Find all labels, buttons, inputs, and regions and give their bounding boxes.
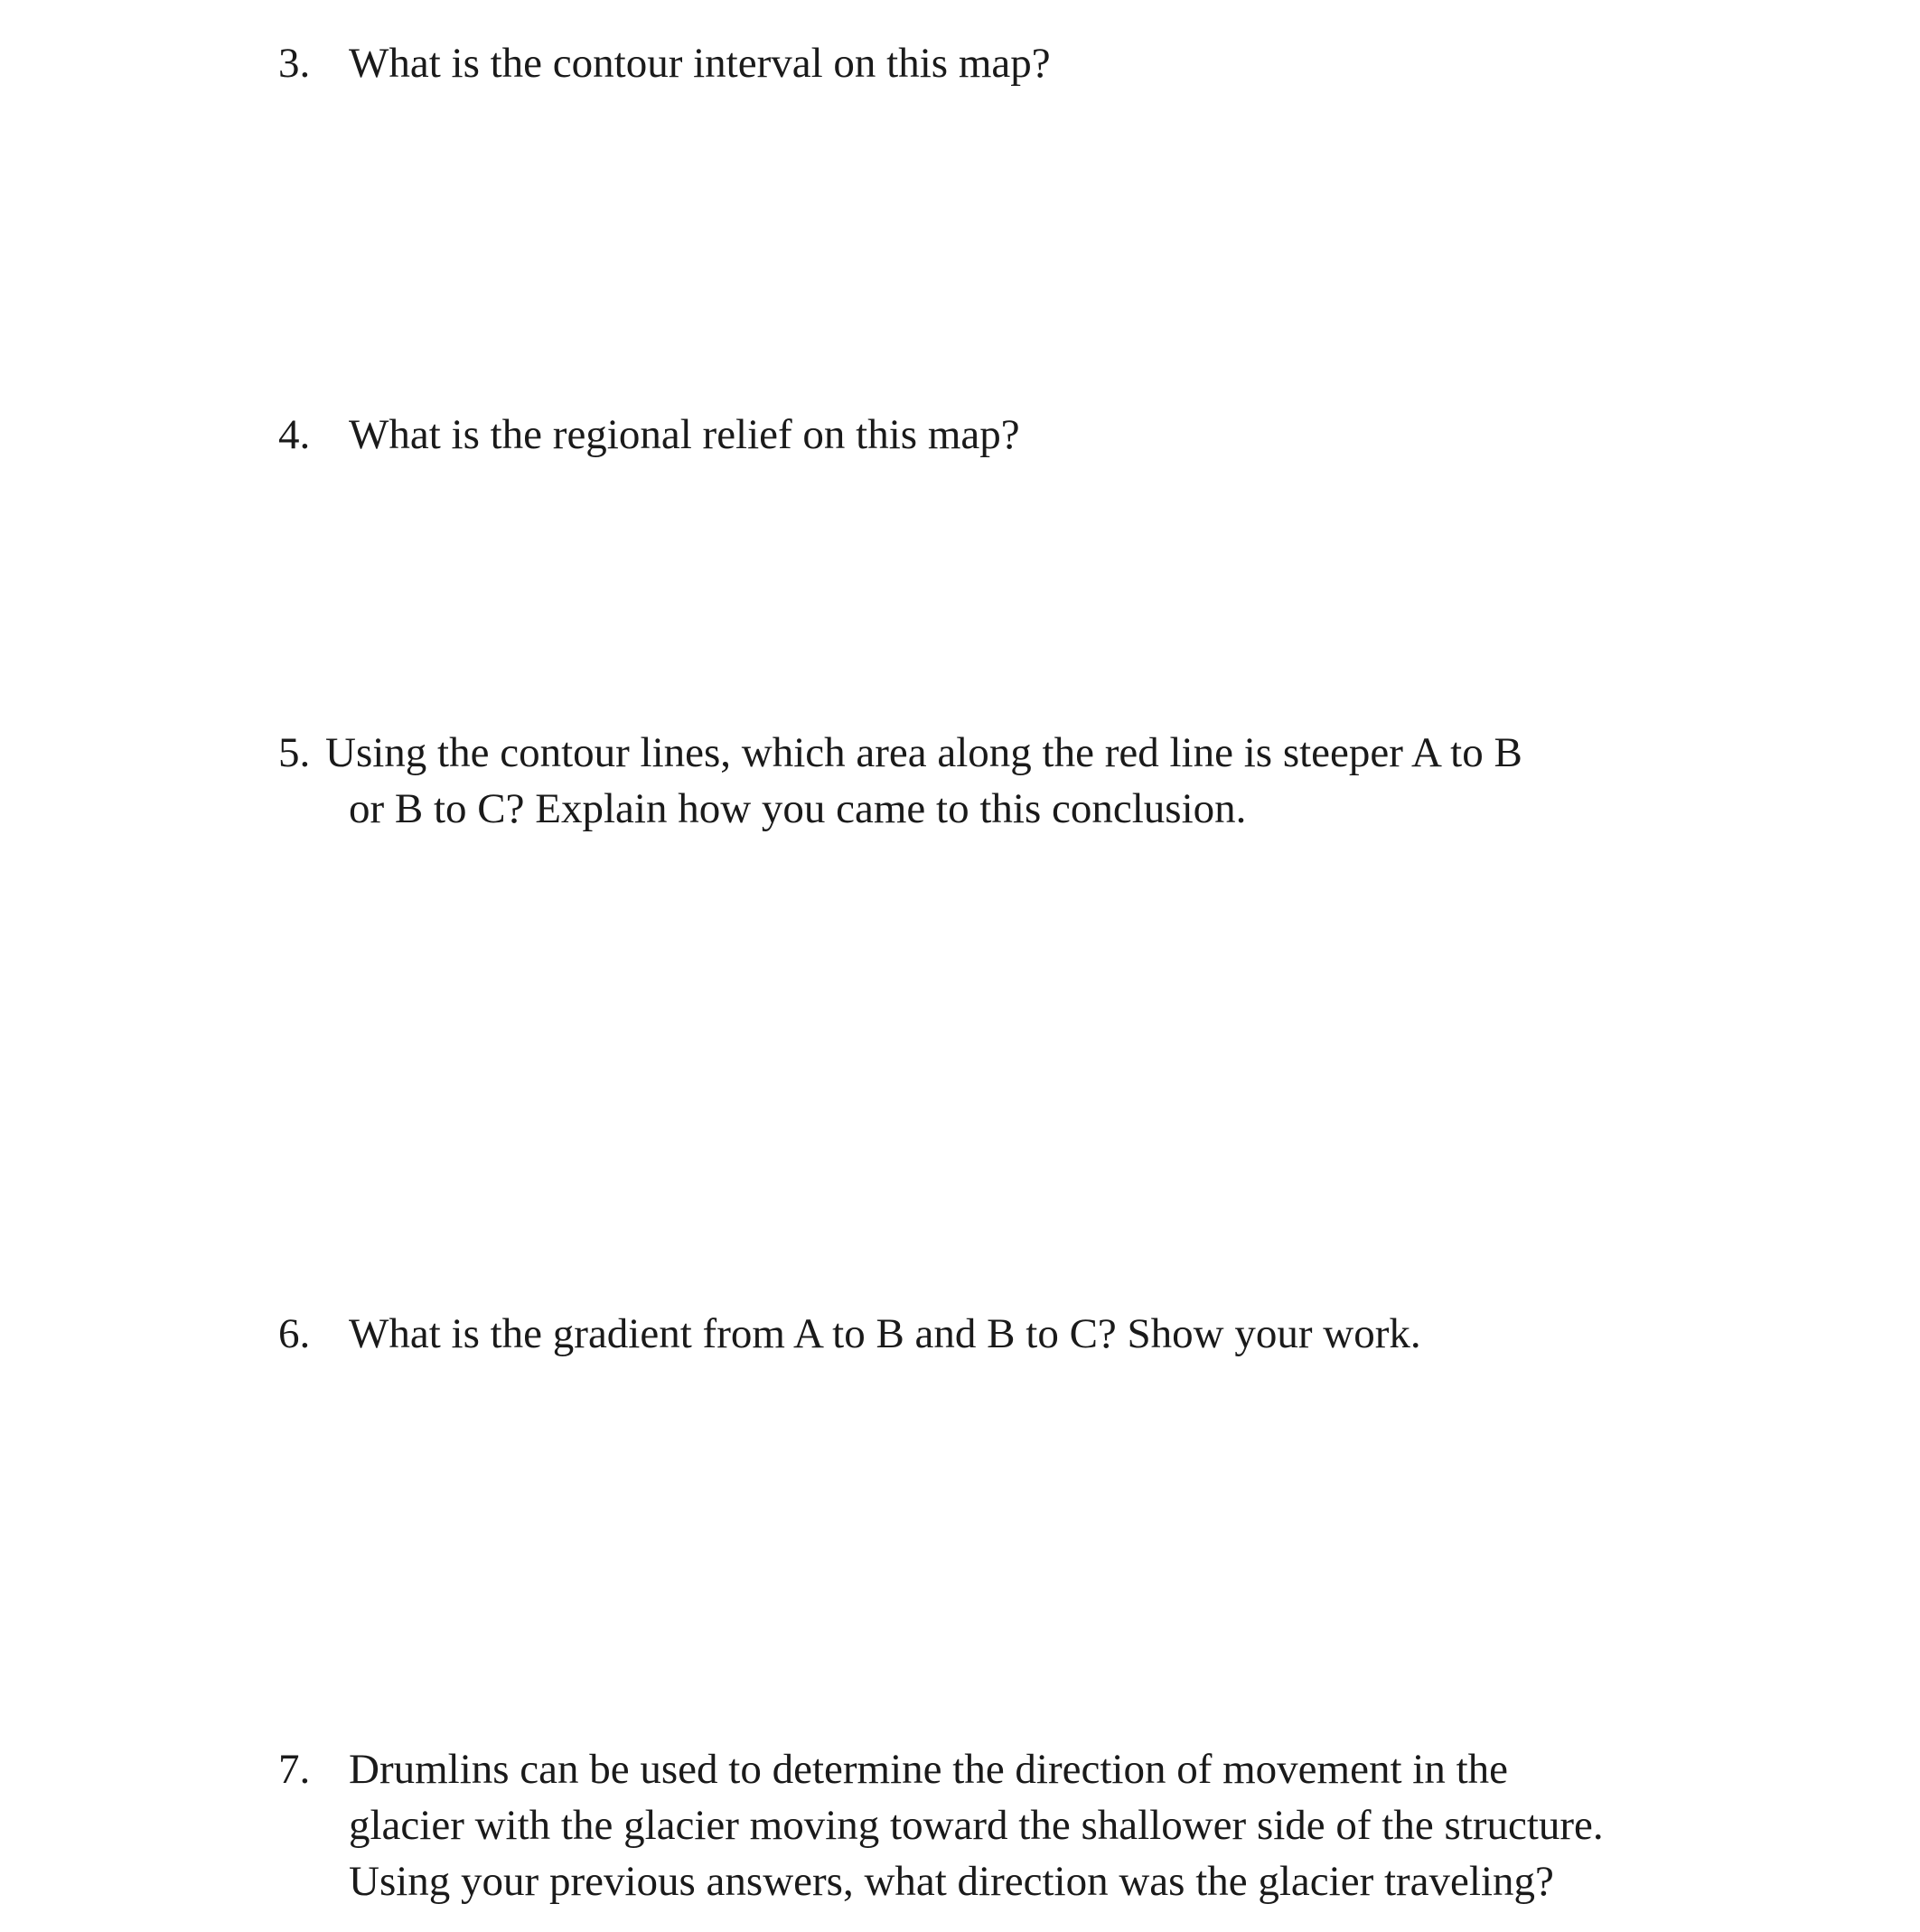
question-5 bbox=[278, 725, 1859, 837]
question-4 bbox=[278, 407, 1859, 463]
question-5-text-line-2: or B to C? Explain how you came to this conclusion. bbox=[349, 785, 1247, 832]
question-7-text-line-3: Using your previous answers, what direction was the glacier traveling? bbox=[349, 1858, 1554, 1905]
question-7 bbox=[278, 1741, 1859, 1909]
question-6-line-1 bbox=[278, 1306, 1859, 1362]
question-6-text: What is the gradient from A to B and B to C? Show your work. bbox=[349, 1310, 1421, 1357]
question-4-text: What is the regional relief on this map? bbox=[349, 411, 1020, 458]
question-7-number: 7. bbox=[278, 1746, 311, 1793]
question-3 bbox=[278, 35, 1859, 91]
question-3-line-1 bbox=[278, 35, 1859, 91]
question-5-text-line-1: Using the contour lines, which area along the red line is steeper A to B bbox=[325, 729, 1522, 776]
question-7-line-1 bbox=[278, 1741, 1859, 1797]
question-5-line-1 bbox=[278, 725, 1859, 781]
question-4-line-1 bbox=[278, 407, 1859, 463]
question-6-number: 6. bbox=[278, 1310, 311, 1357]
question-7-text-line-2: glacier with the glacier moving toward the shallower side of the structure. bbox=[349, 1802, 1604, 1849]
question-5-number: 5. bbox=[278, 729, 311, 776]
question-6 bbox=[278, 1306, 1859, 1362]
question-7-text-line-1: Drumlins can be used to determine the direction of movement in the bbox=[349, 1746, 1508, 1793]
question-4-number: 4. bbox=[278, 411, 311, 458]
question-3-text: What is the contour interval on this map? bbox=[349, 40, 1051, 87]
question-3-number: 3. bbox=[278, 40, 311, 87]
